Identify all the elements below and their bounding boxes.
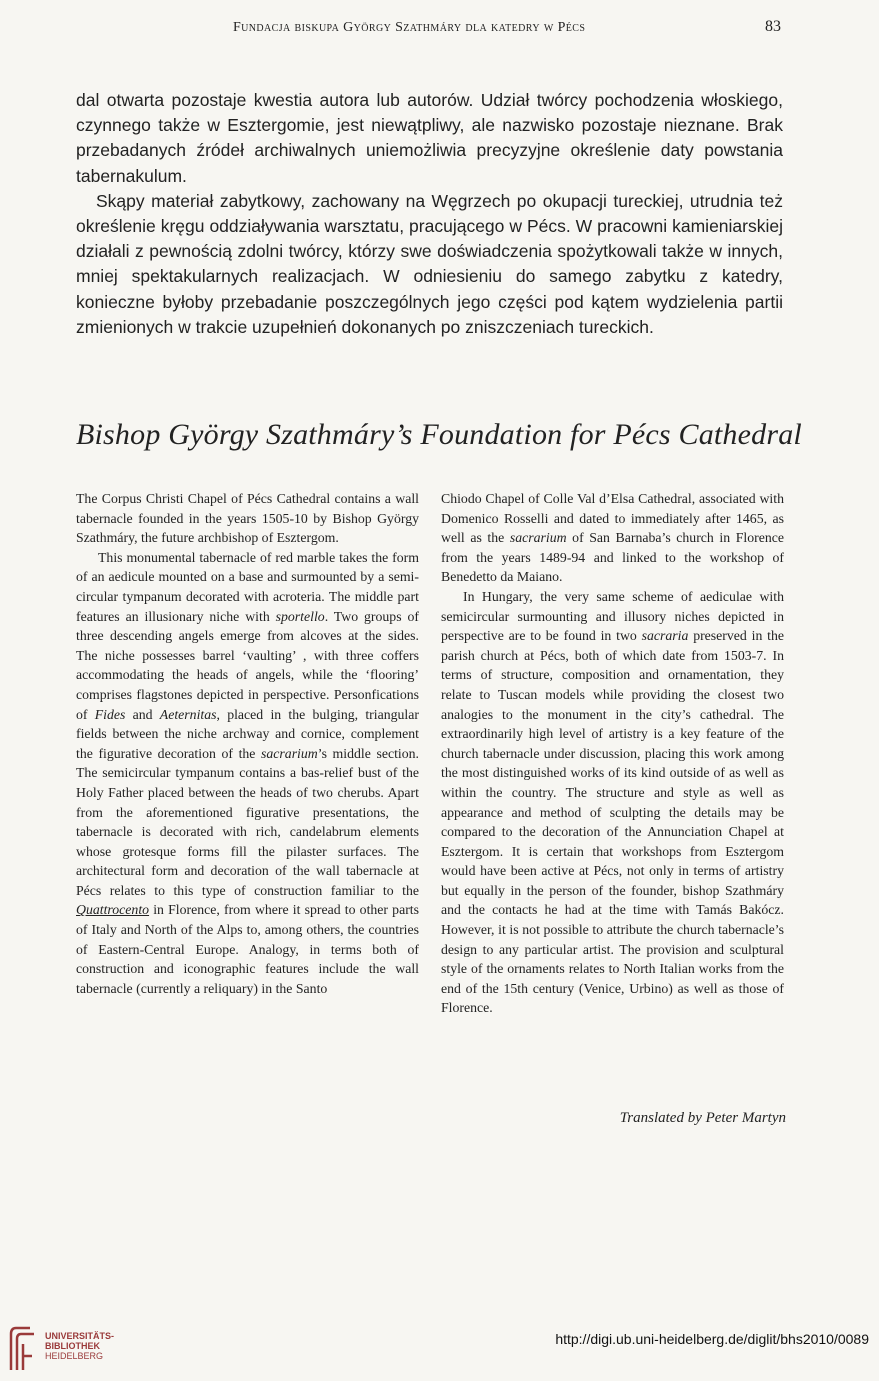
text-run: and — [125, 706, 160, 722]
english-paragraph-4 — [441, 587, 784, 1018]
italic-term: Quattrocento — [76, 902, 150, 918]
english-right-column — [441, 489, 784, 1018]
italic-term: sacraria — [641, 628, 689, 644]
page-header — [0, 18, 879, 42]
polish-paragraph-2: Skąpy materiał zabytkowy, zachowany na Węgrzech po okupacji tureckiej, utrudnia też określenie kręgu oddziaływania warsztatu, pracującego w Pécs. W pracowni kamieniarskiej działali z pewnością zdolni twórcy, którzy swe doświadczenia spożytkowali także w innych, mniej spektakularnych realizacjach. W odniesieniu do samego zabytku z katedry, konieczne byłoby przebadanie poszczególnych jego części pod kątem wydzielenia partii zmienionych w trakcie uzupełnień dokonanych po zniszczeniach tureckich. — [76, 190, 783, 337]
text-run: , placed in the bulging, triangular fields between the niche archway and cornice, complement the figurative decoration of the — [76, 706, 419, 761]
italic-term: Fides — [94, 706, 126, 722]
english-paragraph-1: The Corpus Christi Chapel of Pécs Cathedral contains a wall tabernacle founded in the years 1505-10 by Bishop György Szathmáry, the future archbishop of Esztergom. — [76, 491, 419, 546]
italic-term: sportello — [275, 608, 325, 624]
text-run: of San Barnaba’s church in Florence from the years 1489-94 and linked to the workshop of Benedetto da Maiano. — [441, 530, 784, 585]
translator-credit: Translated by Peter Martyn — [619, 1110, 786, 1126]
text-run: preserved in the parish church at Pécs, both of which date from 1503-7. In terms of structure, composition and ornamentation, they relate to Tuscan models while providing the closest two analogies to the monument in the city’s cathedral. The extraordinarily high level of artistry is a key feature of the church tabernacle under discussion, placing this work among the most distinguished works of its kind outside of as well as within the country. The structure and style as well as appearance and method of sculpting the details may be compared to the decoration of the Annunciation Chapel at Esztergom. It is certain that workshops from Esztergom would have been active at Pécs, not only in terms of artistry but equally in the person of the founder, bishop Szathmáry and the contacts he had at the time with Tamás Bakócz. However, it is not possible to attribute the church tabernacle’s design to any particular artist. The provision and sculptural style of the ornaments relates to North Italian works from the end of the 15th century (Venice, Urbino) as well as those of Florence. — [441, 628, 784, 1016]
library-logo-text — [45, 1331, 114, 1361]
text-run: This monumental tabernacle of red marble takes the form of an aedicule mounted on a base and surmounted by a semi-circular tympanum decorated with acroteria. The middle part features an illusionary niche with — [76, 549, 419, 624]
library-emblem-icon — [8, 1326, 38, 1372]
polish-text — [76, 88, 783, 340]
library-logo[interactable] — [8, 1326, 138, 1376]
logo-line-1: UNIVERSITÄTS- — [45, 1331, 115, 1341]
text-run: in Florence, from where it spread to other parts of Italy and North of the Alps to, among others, the countries of Eastern-Central Europe. Analogy, in terms both of construction and iconographic features include the wall tabernacle (currently a reliquary) in the Santo — [76, 902, 419, 996]
source-url-link[interactable]: http://digi.ub.uni-heidelberg.de/diglit/bhs2010/0089 — [555, 1331, 869, 1347]
running-title: Fundacja biskupa György Szathmáry dla katedry w Pécs — [233, 20, 586, 35]
italic-term: sacrarium — [261, 745, 318, 761]
article-title: Bishop György Szathmáry’s Foundation for Pécs Cathedral — [76, 418, 802, 451]
text-run: . Two groups of three descending angels emerge from alcoves at the sides. The niche possesses barrel ‘vaulting’ , with three coffers accommodating the heads of angels, while the ‘flooring’ comprises flagstones depicted in perspective. Personfications of — [76, 608, 419, 722]
text-run: Chiodo Chapel of Colle Val d’Elsa Cathedral, associated with Domenico Rosselli and dated to immediately after 1465, as well as the — [441, 491, 784, 546]
text-run: ’s middle section. The semicircular tympanum contains a bas-relief bust of the Holy Father placed between the heads of two cherubs. Apart from the aforementioned figurative presentations, the tabernacle is decorated with rich, candelabrum elements whose grotesque forms fill the pilaster surfaces. The architectural form and decoration of the wall tabernacle at Pécs relates to this type of construction familiar to the — [76, 745, 419, 898]
english-paragraph-2 — [76, 548, 419, 999]
logo-line-2: BIBLIOTHEK — [45, 1341, 100, 1351]
logo-line-3: HEIDELBERG — [45, 1351, 104, 1361]
italic-term: Aeternitas — [159, 706, 217, 722]
text-run: In Hungary, the very same scheme of aediculae with semicircular surmounting and illusory niches depicted in perspective are to be found in two — [441, 588, 784, 644]
page-number: 83 — [765, 18, 781, 35]
english-left-column — [76, 489, 419, 998]
italic-term: sacrarium — [509, 530, 567, 546]
polish-paragraph-1: dal otwarta pozostaje kwestia autora lub autorów. Udział twórcy pochodzenia włoskiego, czynnego także w Esztergomie, jest niewątpliwy, ale nazwisko pozostaje nieznane. Brak przebadanych źródeł archiwalnych uniemożliwia precyzyjne określenie daty powstania tabernakulum. — [76, 90, 783, 186]
english-paragraph-3 — [441, 489, 784, 587]
